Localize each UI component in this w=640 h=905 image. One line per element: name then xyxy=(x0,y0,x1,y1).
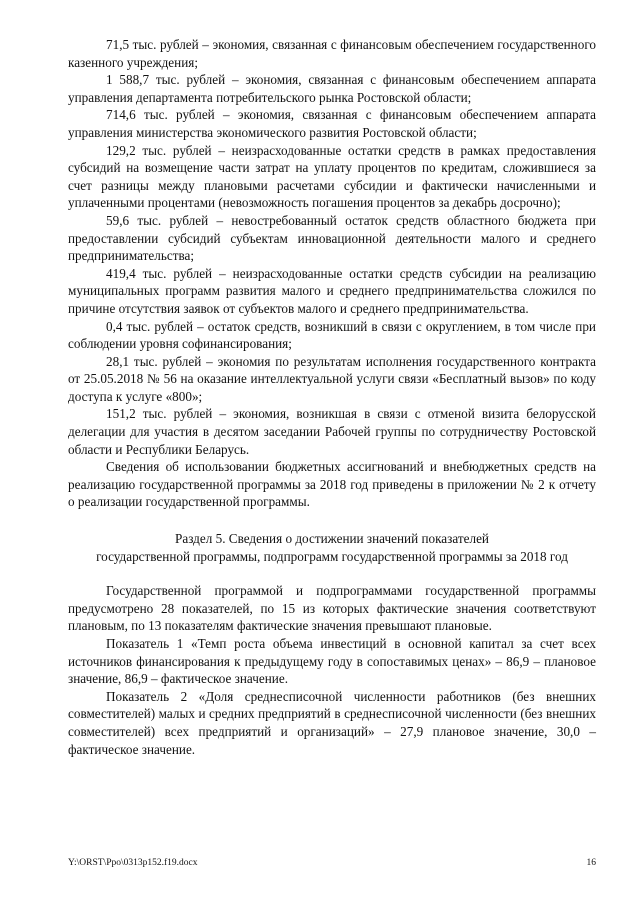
paragraph-economy-714-6: 714,6 тыс. рублей – экономия, связанная с финансовым обеспечением аппарата управления министерства экономического развития Ростовской области; xyxy=(68,107,596,140)
page-footer xyxy=(68,857,596,869)
paragraph-remainder-0-4: 0,4 тыс. рублей – остаток средств, возникший в связи с округлением, в том числе при соблюдении уровня софинансирования; xyxy=(68,318,596,352)
paragraph-remainder-59-6: 59,6 тыс. рублей – невостребованный остаток средств областного бюджета при предоставлении субсидий субъектам инновационной деятельности малого и среднего предпринимательства; xyxy=(68,212,596,264)
section-heading-line-1: Раздел 5. Сведения о достижении значений показателей xyxy=(175,531,489,547)
paragraph-economy-28-1: 28,1 тыс. рублей – экономия по результатам исполнения государственного контракта от 25.05.2018 № 56 на оказание интеллектуальной услуги связи «Бесплатный вызов» по коду доступа к услуге «800»; xyxy=(68,353,596,404)
section-heading-line-2: государственной программы, подпрограмм государственной программы за 2018 год xyxy=(96,548,568,564)
footer-file-path: Y:\ORST\Ppo\0313p152.f19.docx xyxy=(68,858,198,868)
paragraph-budget-info: Сведения об использовании бюджетных ассигнований и внебюджетных средств на реализацию государственной программы за 2018 год приведены в приложении № 2 к отчету о реализации государственной программы. xyxy=(68,459,596,510)
paragraph-economy-151-2: 151,2 тыс. рублей – экономия, возникшая в связи с отменой визита белорусской делегации для участия в десятом заседании Рабочей группы по сотрудничеству Ростовской области и Республики Беларусь. xyxy=(68,406,596,457)
paragraph-economy-1588-7: 1 588,7 тыс. рублей – экономия, связанная с финансовым обеспечением аппарата управления департамента потребительского рынка Ростовской области; xyxy=(68,72,596,105)
paragraph-remainder-419-4: 419,4 тыс. рублей – неизрасходованные остатки средств субсидии на реализацию муниципальных программ развития малого и среднего предпринимательства сложился по причине отсутствия заявок от субъектов малого и среднего предпринимательства. xyxy=(68,265,596,316)
paragraph-economy-71-5: 71,5 тыс. рублей – экономия, связанная с финансовым обеспечением государственного казенного учреждения; xyxy=(68,37,596,70)
page-number: 16 xyxy=(586,858,596,868)
paragraph-indicators-summary: Государственной программой и подпрограммами государственной программы предусмотрено 28 показателей, по 15 из которых фактические значения соответствуют плановым, по 13 показателям фактические значения превышают плановые. xyxy=(68,583,596,634)
paragraph-remainder-129-2: 129,2 тыс. рублей – неизрасходованные остатки средств в рамках предоставления субсидий на возмещение части затрат на уплату процентов по кредитам, сложившиеся за счет разницы между плановыми расчетами субсидии и фактически начисленными и уплаченными процентами (невозможность погашения процентов за декабрь досрочно); xyxy=(68,142,596,211)
document-body xyxy=(68,36,596,758)
paragraph-indicator-2: Показатель 2 «Доля среднесписочной численности работников (без внешних совместителей) малых и средних предприятий в среднесписочной численности (без внешних совместителей) всех предприятий и организаций» – 27,9 плановое значение, 30,0 – фактическое значение. xyxy=(68,688,596,757)
section-heading xyxy=(68,530,596,565)
paragraph-indicator-1: Показатель 1 «Темп роста объема инвестиций в основной капитал за счет всех источников финансирования к предыдущему году в сопоставимых ценах» – 86,9 – плановое значение, 86,9 – фактическое значение. xyxy=(68,636,596,687)
